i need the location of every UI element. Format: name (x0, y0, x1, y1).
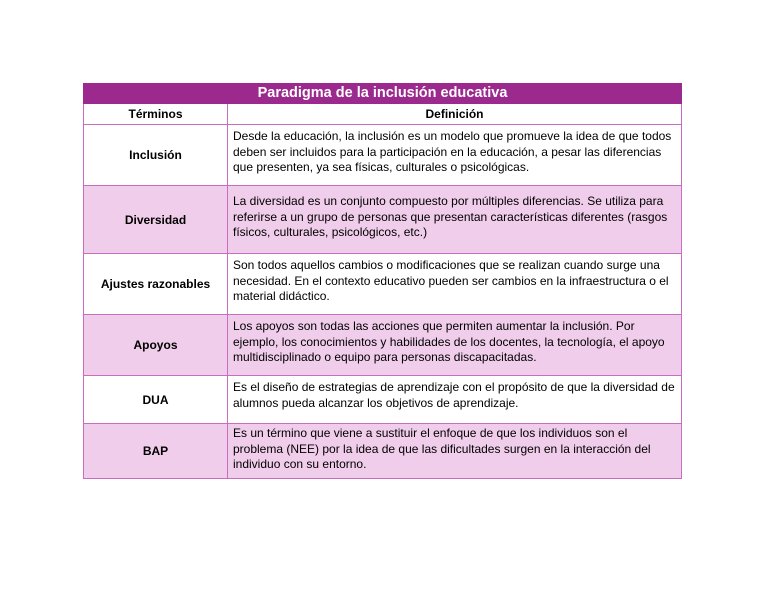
table-row (84, 254, 682, 315)
table-row (84, 424, 682, 479)
table-row (84, 125, 682, 186)
definition-cell: Desde la educación, la inclusión es un modelo que promueve la idea de que todos deben ser incluidos para la participación en la educación, a pesar las diferencias que presenten, ya sea físicas, culturales o psicológicas. (228, 125, 682, 186)
definition-cell: Es el diseño de estrategias de aprendizaje con el propósito de que la diversidad de alumnos pueda alcanzar los objetivos de aprendizaje. (228, 376, 682, 424)
term-cell: Ajustes razonables (84, 254, 228, 315)
term-cell: DUA (84, 376, 228, 424)
column-header-definition: Definición (228, 104, 682, 125)
table-row (84, 186, 682, 254)
definition-cell: La diversidad es un conjunto compuesto por múltiples diferencias. Se utiliza para referirse a un grupo de personas que presentan características diferentes (rasgos físicos, culturales, psicológicos, etc.) (228, 186, 682, 254)
table-row (84, 315, 682, 376)
term-cell: Apoyos (84, 315, 228, 376)
definition-cell: Los apoyos son todas las acciones que permiten aumentar la inclusión. Por ejemplo, los conocimientos y habilidades de los docentes, la tecnología, el apoyo multidisciplinado o equipo para personas discapacitadas. (228, 315, 682, 376)
table-title: Paradigma de la inclusión educativa (84, 84, 682, 104)
column-header-terms: Términos (84, 104, 228, 125)
inclusion-glossary-table (83, 83, 682, 479)
term-cell: Inclusión (84, 125, 228, 186)
table-header-row (84, 104, 682, 125)
term-cell: Diversidad (84, 186, 228, 254)
term-cell: BAP (84, 424, 228, 479)
definition-cell: Es un término que viene a sustituir el enfoque de que los individuos son el problema (NEE) por la idea de que las dificultades surgen en la interacción del individuo con su entorno. (228, 424, 682, 479)
definition-cell: Son todos aquellos cambios o modificaciones que se realizan cuando surge una necesidad. En el contexto educativo pueden ser cambios en la infraestructura o el material didáctico. (228, 254, 682, 315)
table-row (84, 376, 682, 424)
table-title-row (84, 84, 682, 104)
